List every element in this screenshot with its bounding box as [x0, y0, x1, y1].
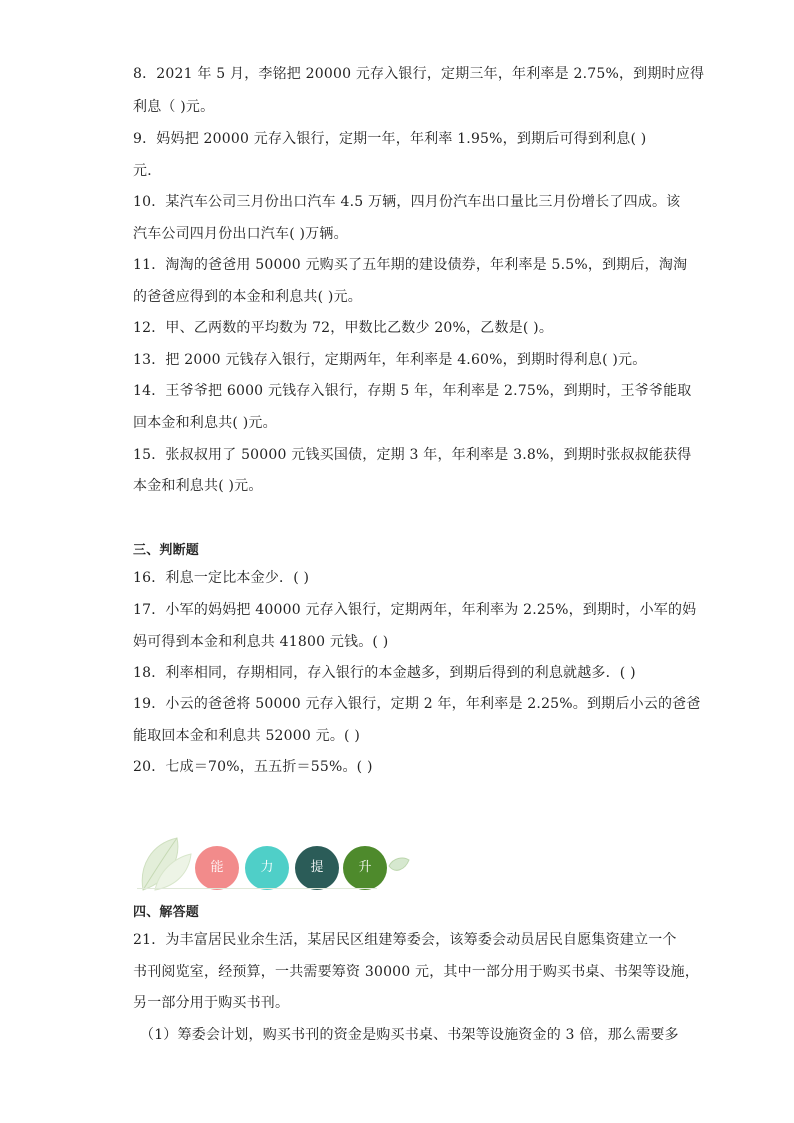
question-16: 16．利息一定比本金少．( ) [133, 570, 310, 586]
banner-circle-4: 升 [343, 846, 387, 890]
question-21-line-1: 21．为丰富居民业余生活，某居民区组建筹委会，该筹委会动员居民自愿集资建立一个 [133, 932, 677, 948]
question-10-line-2: 汽车公司四月份出口汽车( )万辆。 [133, 226, 348, 242]
ability-banner [137, 836, 417, 892]
leaf-decoration-icon [137, 836, 197, 892]
question-12: 12．甲、乙两数的平均数为 72，甲数比乙数少 20%，乙数是( )。 [133, 320, 554, 336]
question-19-line-1: 19．小云的爸爸将 50000 元存入银行，定期 2 年，年利率是 2.25%。到期后小云的爸爸 [133, 696, 701, 712]
question-20: 20．七成＝70%，五五折＝55%。( ) [133, 759, 373, 775]
question-9-line-1: 9．妈妈把 20000 元存入银行，定期一年，年利率 1.95%，到期后可得到利息( ) [133, 131, 647, 147]
question-19-line-2: 能取回本金和利息共 52000 元。( ) [133, 728, 361, 744]
question-14-line-2: 回本金和利息共( )元。 [133, 415, 277, 431]
question-17-line-1: 17．小军的妈妈把 40000 元存入银行，定期两年，年利率为 2.25%，到期时，小军的妈 [133, 602, 697, 618]
question-21-line-3: 另一部分用于购买书刊。 [133, 995, 290, 1011]
question-8-line-1: 8．2021 年 5 月，李铭把 20000 元存入银行，定期三年，年利率是 2.75%，到期时应得 [133, 66, 705, 82]
banner-circle-2: 力 [245, 846, 289, 890]
section-4-title: 四、解答题 [133, 905, 200, 920]
question-14-line-1: 14．王爷爷把 6000 元钱存入银行，存期 5 年，年利率是 2.75%，到期时，王爷爷能取 [133, 383, 692, 399]
question-21-sub-1: （1）筹委会计划，购买书刊的资金是购买书桌、书架等设施资金的 3 倍，那么需要多 [140, 1027, 679, 1043]
banner-circle-1: 能 [195, 846, 239, 890]
question-10-line-1: 10．某汽车公司三月份出口汽车 4.5 万辆，四月份汽车出口量比三月份增长了四成。该 [133, 194, 681, 210]
question-15-line-1: 15．张叔叔用了 50000 元钱买国债，定期 3 年，年利率是 3.8%，到期时张叔叔能获得 [133, 447, 692, 463]
question-13: 13．把 2000 元钱存入银行，定期两年，年利率是 4.60%，到期时得利息( )元。 [133, 352, 647, 368]
question-15-line-2: 本金和利息共( )元。 [133, 478, 263, 494]
banner-circle-3: 提 [295, 846, 339, 890]
question-18: 18．利率相同，存期相同，存入银行的本金越多，到期后得到的利息就越多．( ) [133, 665, 636, 681]
question-11-line-2: 的爸爸应得到的本金和利息共( )元。 [133, 289, 362, 305]
question-21-line-2: 书刊阅览室，经预算，一共需要筹资 30000 元，其中一部分用于购买书桌、书架等设施， [133, 964, 700, 980]
question-8-line-2: 利息（ )元。 [133, 99, 215, 115]
banner-underline [137, 888, 377, 889]
question-17-line-2: 妈可得到本金和利息共 41800 元钱。( ) [133, 634, 389, 650]
small-leaf-icon [387, 856, 411, 876]
question-9-line-2: 元． [133, 163, 162, 179]
section-3-title: 三、判断题 [133, 543, 200, 558]
question-11-line-1: 11．淘淘的爸爸用 50000 元购买了五年期的建设债券，年利率是 5.5%，到期后，淘淘 [133, 257, 688, 273]
